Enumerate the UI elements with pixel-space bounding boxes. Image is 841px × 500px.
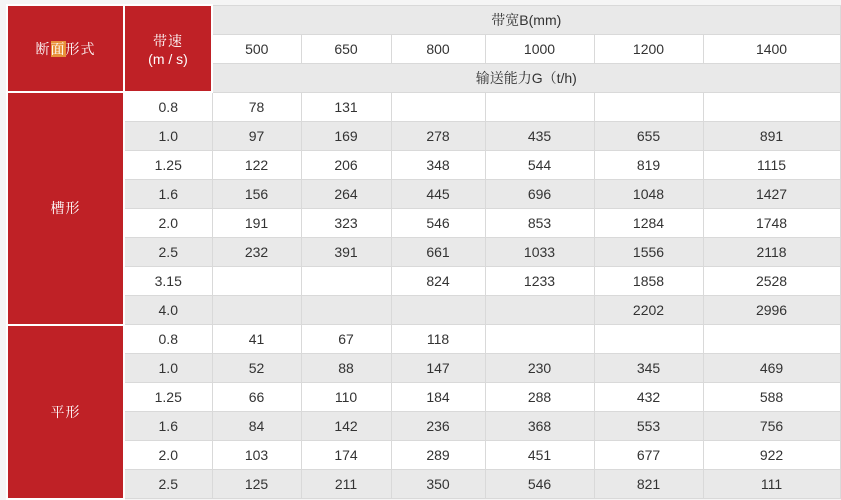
capacity-value-cell: 147 xyxy=(391,354,485,383)
capacity-value-cell: 174 xyxy=(301,441,391,470)
capacity-table-container xyxy=(6,4,841,500)
data-row xyxy=(7,122,840,151)
capacity-value-cell: 88 xyxy=(301,354,391,383)
capacity-value-cell: 1033 xyxy=(485,238,594,267)
capacity-value-cell: 2528 xyxy=(703,267,840,296)
capacity-value-cell: 1048 xyxy=(594,180,703,209)
capacity-value-cell: 391 xyxy=(301,238,391,267)
width-column-header: 1400 xyxy=(703,34,840,63)
data-row xyxy=(7,412,840,441)
capacity-value-cell: 756 xyxy=(703,412,840,441)
capacity-value-cell xyxy=(594,325,703,354)
data-row xyxy=(7,151,840,180)
capacity-value-cell: 142 xyxy=(301,412,391,441)
capacity-value-cell: 84 xyxy=(212,412,301,441)
width-column-header: 1200 xyxy=(594,34,703,63)
capacity-value-cell xyxy=(212,267,301,296)
capacity-value-cell: 1115 xyxy=(703,151,840,180)
capacity-value-cell: 230 xyxy=(485,354,594,383)
bandwidth-header-cell: 带宽B(mm) xyxy=(212,5,840,34)
section-type-header-cell xyxy=(7,5,124,92)
data-row xyxy=(7,267,840,296)
table-body xyxy=(7,5,840,499)
capacity-value-cell: 2996 xyxy=(703,296,840,325)
capacity-value-cell: 1748 xyxy=(703,209,840,238)
header-row-bandwidth xyxy=(7,5,840,34)
capacity-value-cell xyxy=(485,92,594,122)
capacity-value-cell: 52 xyxy=(212,354,301,383)
capacity-value-cell: 232 xyxy=(212,238,301,267)
capacity-value-cell: 853 xyxy=(485,209,594,238)
data-row xyxy=(7,92,840,122)
capacity-value-cell: 78 xyxy=(212,92,301,122)
capacity-value-cell xyxy=(594,92,703,122)
speed-cell: 1.25 xyxy=(124,383,212,412)
speed-cell: 3.15 xyxy=(124,267,212,296)
speed-cell: 2.5 xyxy=(124,470,212,499)
data-row xyxy=(7,209,840,238)
speed-cell: 2.5 xyxy=(124,238,212,267)
data-row xyxy=(7,296,840,325)
capacity-value-cell xyxy=(703,325,840,354)
data-row xyxy=(7,180,840,209)
data-row xyxy=(7,325,840,354)
capacity-value-cell: 1427 xyxy=(703,180,840,209)
capacity-value-cell: 368 xyxy=(485,412,594,441)
capacity-value-cell: 824 xyxy=(391,267,485,296)
capacity-value-cell: 111 xyxy=(703,470,840,499)
data-row xyxy=(7,238,840,267)
belt-speed-header-cell xyxy=(124,5,212,92)
capacity-value-cell: 432 xyxy=(594,383,703,412)
speed-cell: 2.0 xyxy=(124,209,212,238)
capacity-value-cell: 278 xyxy=(391,122,485,151)
speed-cell: 1.0 xyxy=(124,354,212,383)
capacity-value-cell xyxy=(485,325,594,354)
data-row xyxy=(7,470,840,499)
capacity-value-cell: 661 xyxy=(391,238,485,267)
capacity-value-cell: 544 xyxy=(485,151,594,180)
capacity-value-cell xyxy=(301,296,391,325)
capacity-value-cell: 1233 xyxy=(485,267,594,296)
capacity-value-cell: 289 xyxy=(391,441,485,470)
capacity-value-cell: 922 xyxy=(703,441,840,470)
capacity-value-cell: 451 xyxy=(485,441,594,470)
belt-speed-unit: (m / s) xyxy=(148,50,188,67)
capacity-value-cell: 264 xyxy=(301,180,391,209)
capacity-value-cell xyxy=(212,296,301,325)
speed-cell: 0.8 xyxy=(124,325,212,354)
capacity-value-cell: 345 xyxy=(594,354,703,383)
data-row xyxy=(7,383,840,412)
capacity-value-cell: 819 xyxy=(594,151,703,180)
capacity-value-cell xyxy=(391,296,485,325)
data-row xyxy=(7,441,840,470)
capacity-value-cell: 191 xyxy=(212,209,301,238)
capacity-value-cell xyxy=(301,267,391,296)
capacity-value-cell: 118 xyxy=(391,325,485,354)
capacity-value-cell: 1284 xyxy=(594,209,703,238)
speed-cell: 1.25 xyxy=(124,151,212,180)
capacity-value-cell xyxy=(485,296,594,325)
speed-cell: 1.0 xyxy=(124,122,212,151)
capacity-table xyxy=(6,4,841,500)
capacity-value-cell: 122 xyxy=(212,151,301,180)
capacity-value-cell xyxy=(391,92,485,122)
capacity-value-cell: 2202 xyxy=(594,296,703,325)
capacity-value-cell: 169 xyxy=(301,122,391,151)
width-column-header: 650 xyxy=(301,34,391,63)
capacity-value-cell: 131 xyxy=(301,92,391,122)
capacity-value-cell: 156 xyxy=(212,180,301,209)
capacity-value-cell: 677 xyxy=(594,441,703,470)
width-column-header: 1000 xyxy=(485,34,594,63)
width-column-header: 800 xyxy=(391,34,485,63)
capacity-value-cell: 655 xyxy=(594,122,703,151)
capacity-value-cell: 350 xyxy=(391,470,485,499)
capacity-value-cell: 1858 xyxy=(594,267,703,296)
capacity-value-cell: 41 xyxy=(212,325,301,354)
section-title-highlight: 面 xyxy=(50,40,66,57)
capacity-value-cell: 97 xyxy=(212,122,301,151)
capacity-value-cell: 288 xyxy=(485,383,594,412)
capacity-value-cell: 211 xyxy=(301,470,391,499)
capacity-value-cell: 2118 xyxy=(703,238,840,267)
capacity-value-cell: 206 xyxy=(301,151,391,180)
capacity-value-cell: 323 xyxy=(301,209,391,238)
capacity-value-cell: 891 xyxy=(703,122,840,151)
capacity-value-cell: 184 xyxy=(391,383,485,412)
capacity-value-cell: 125 xyxy=(212,470,301,499)
speed-cell: 1.6 xyxy=(124,412,212,441)
capacity-value-cell: 553 xyxy=(594,412,703,441)
speed-cell: 4.0 xyxy=(124,296,212,325)
section-label: 槽形 xyxy=(7,92,124,325)
belt-speed-label: 带速 xyxy=(153,32,183,49)
capacity-value-cell: 110 xyxy=(301,383,391,412)
capacity-value-cell: 67 xyxy=(301,325,391,354)
speed-cell: 1.6 xyxy=(124,180,212,209)
capacity-value-cell: 103 xyxy=(212,441,301,470)
width-column-header: 500 xyxy=(212,34,301,63)
data-row xyxy=(7,354,840,383)
capacity-value-cell: 588 xyxy=(703,383,840,412)
speed-cell: 0.8 xyxy=(124,92,212,122)
capacity-value-cell: 469 xyxy=(703,354,840,383)
capacity-value-cell xyxy=(703,92,840,122)
speed-cell: 2.0 xyxy=(124,441,212,470)
capacity-value-cell: 1556 xyxy=(594,238,703,267)
capacity-header-cell: 输送能力G（t/h) xyxy=(212,63,840,92)
capacity-value-cell: 66 xyxy=(212,383,301,412)
section-label: 平形 xyxy=(7,325,124,499)
capacity-value-cell: 236 xyxy=(391,412,485,441)
capacity-value-cell: 546 xyxy=(485,470,594,499)
section-title-text: 断 xyxy=(35,40,51,57)
capacity-value-cell: 348 xyxy=(391,151,485,180)
capacity-value-cell: 696 xyxy=(485,180,594,209)
capacity-value-cell: 445 xyxy=(391,180,485,209)
section-title-text: 形式 xyxy=(65,40,96,57)
capacity-value-cell: 546 xyxy=(391,209,485,238)
capacity-value-cell: 821 xyxy=(594,470,703,499)
capacity-value-cell: 435 xyxy=(485,122,594,151)
